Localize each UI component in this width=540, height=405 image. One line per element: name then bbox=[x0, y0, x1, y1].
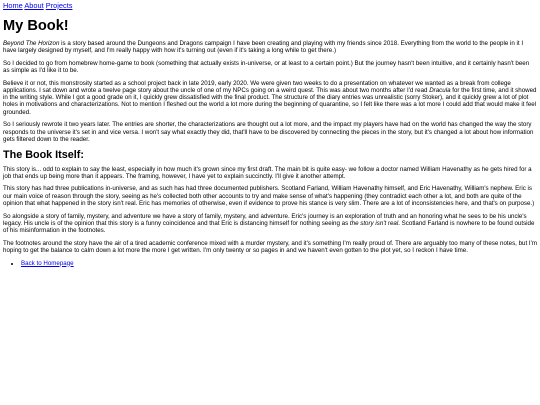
intro-paragraph-4: So I seriously rewrote it two years later. The entries are shorter, the characterizations are thought out a lot more, and the impact my players have had on the world has changed the way the story responds to the universe it's set in and vice versa. I won't say what exactly they did, that'll have to be discovered by connecting the pieces in the story, but it's changed a lot about how information gets filtered down to the reader. bbox=[3, 121, 534, 143]
intro-paragraph-2: So I decided to go from homebrew home-game to book (something that actually exists in-universe, or at least to a certain point.) But the journey hasn't been intuitive, and it certainly hasn't been as simple as I'd like it to be. bbox=[3, 59, 530, 75]
nav-link-home[interactable]: Home bbox=[3, 1, 23, 10]
book-title-emphasis: Beyond The Horizon bbox=[3, 39, 60, 47]
intro-paragraph-3 bbox=[3, 80, 537, 117]
section-title: The Book Itself: bbox=[3, 149, 84, 162]
back-link-list bbox=[3, 260, 537, 267]
nav-link-projects[interactable]: Projects bbox=[45, 1, 73, 10]
list-item bbox=[21, 260, 537, 267]
book-paragraph-4: The footnotes around the story have the air of a tired academic conference mixed with a murder mystery, and it's something I'm really proud of. There are arguably too many of these notes, but I'm hoping to get the balance to calm down a lot more the more I get written. I'm only twenty or so pages in and we haven't even gotten to the plot yet, so I reckon I have time. bbox=[3, 239, 537, 255]
book-paragraph-3-part-a: So alongside a story of family, mystery, and adventure we have a story of family, mystery, and adventure. Eric's journey is an exploration of truth and an honoring what he sees to be his uncle's legacy. His uncle is of the opinion that this story is a funny coincidence and that Eric is distancing himself for nothing seeing as bbox=[3, 212, 527, 227]
book-paragraph-2: This story has had three publications in-universe, and as such has had three documented publishers. Scotland Farland, William Havenathy himself, and Eric Havenathy, William's nephew. Eric is our main voice of reason through the story, seeing as he's collected both other accounts to try and make sense of what's happening (they contradict each other a lot, and both are quite of the opinion that what happened in the story isn't real. Eric has memories of otherwise, even if evidence to prove his stance is very slim. There are a lot of inconsistencies here, and that's on purpose.) bbox=[3, 185, 535, 208]
dracula-emphasis: Dracula bbox=[429, 86, 451, 94]
book-paragraph-1: This story is... odd to explain to say the least, especially in how much it's grown since my first draft. The main bit is quite easy- we follow a doctor named William Havenathy as he gets hired for a job that ends up being more than it appears. The framing, however, I have yet to explain succinctly. I'll give it another attempt. bbox=[3, 165, 532, 180]
intro-paragraph-3-part-b: for the first time, and it showed in the writing style. While I got a good grade on it, I quickly grew dissatisfied with the final product. The structure of the diary entries was unrealistic (sorry Stoker), and it quickly grew a lot of plot holes in motivations and characterizations. Not to mention I fleshed out the world a lot more during the beginning of quarantine, so I felt like there was a lot more I could add that would make it feel grounded. bbox=[3, 86, 537, 116]
intro-paragraph-1 bbox=[3, 40, 537, 55]
story-isnt-real-emphasis: the story isn't real bbox=[349, 219, 399, 227]
book-paragraph-3 bbox=[3, 213, 537, 235]
nav-link-about[interactable]: About bbox=[24, 1, 44, 10]
book-paragraph-3-part-b: . Scotland Farland is nowhere to be found outside of his misinformation in the footnotes. bbox=[3, 219, 535, 235]
intro-paragraph-1-text: is a story based around the Dungeons and Dragons campaign I have been creating and playing with my friends since 2018. Everything from the world to the people in it I have largely designed by myself, and I'm really happy with how it's turning out (even if it's taking a long while to get there.) bbox=[3, 39, 524, 55]
page-title: My Book! bbox=[3, 18, 69, 35]
top-nav bbox=[3, 2, 537, 10]
back-to-homepage-link[interactable]: Back to Homepage bbox=[21, 259, 74, 267]
intro-paragraph-3-part-a: Believe it or not, this monstrosity started as a school project back in late 2019, early 2020. We were given two weeks to do a presentation on whatever we wanted as a break from college applications. I sat down and wrote a twelve page story about the uncle of one of my NPCs going on a weird quest. This was about two months after I'd read bbox=[3, 79, 511, 94]
